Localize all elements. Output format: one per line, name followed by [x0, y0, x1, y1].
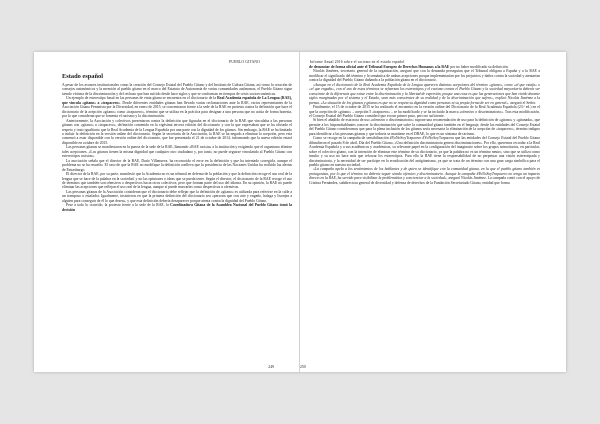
right-page [300, 52, 566, 372]
paragraph: Como se recoge en la campaña de sensibilización #YoNoSoyTrapacero #YoNoSoyTrapacera que las entidades del Consejo Estatal del Pueblo Gitano difundieron el pasado 8 de abril, Día del Pueblo Gitano, «Una definición discriminatoria genera discriminaciones». Por ello, queremos recordar a la Real Academia Española y a sus académicos y académicas, su relevante papel en la configuración del imaginario sobre los grupos minoritarios, en particular, sobre el colectivo gitano, con la intención de eliminar este término de su diccionario, ya que la palabra no es un término neutro, sino que se utiliza como insulto y su uso no hace más que reforzar los estereotipos. Para ello la RAE tiene la responsabilidad de no perpetuar una visión estereotipada y discriminatoria, y la necesidad de ser partícipe en la erradicación del antigitanismo, ya que se trata de un término con una gran carga simbólica para el pueblo gitano en nuestra sociedad. [309, 136, 540, 167]
left-page [34, 52, 300, 372]
book-spread [34, 52, 566, 372]
left-body-text [62, 83, 292, 212]
left-page-number: 249 [268, 365, 274, 369]
paragraph: La asociación señala que el director de la RAE, Darío Villanueva, ha reconocido el error en la definición y que ha intentado corregirla, aunque el problema no se ha resuelto. El caso de que la RAE no modifique la definición conlleva que la presidencia de las Naciones Unidas ha recibido las alertas de Estrasburgo. [62, 158, 292, 172]
section-title: Estado español [62, 73, 104, 80]
paragraph: Las personas gitanas de la Asociación consideran que el diccionario debe reflejar que la definición de «gitano» es utilizada para referirse en la calle a un tramposo o estafador. Igualmente, insistieron en que la primera definición del diccionario sea «persona que con arte y engaño, halaga y lisonjea a alguien para conseguir de él lo que desea», y que esta definición debería desaparecer porque atenta contra la dignidad del Pueblo Gitano. [62, 189, 292, 203]
paragraph: Si bien el añadido de esta nota de uso «ofensivo o discriminatorio» supone una recomendación de uso para la definición de «gitano» y «gitanada», que permite a los hispanohablantes conocer la discriminación que sufre la comunidad gitana también en el lenguaje, desde las entidades del Consejo Estatal del Pueblo Gitano consideramos que para la plena inclusión de los gitanos sería necesaria la eliminación de la acepción de «trapacero», término indigno para identificar a las personas gitanas y que todavía se mantiene en el DRAE, lo que es un síntoma de racismo. [309, 118, 540, 136]
right-running-head: Informe Anual 2016 sobre el racismo en el estado español [310, 60, 405, 64]
right-body-text [309, 65, 540, 185]
paragraph: «Aunque en el diccionario de la Real Academia Española de la Lengua aparecen distintas acepciones del término «gitano», como «el que estafa» o «el que engaña», con el uso de estos términos se refuerzan los estereotipos y el racismo contra el Pueblo Gitano y la sociedad mayoritaria debería ser consciente de la diferencia que existe entre la discriminación y la libertad de expresión, porque una cosa es que las generaciones que han vivido durante siglos marginadas por el sistema y el Estado, sean más conscientes de su realidad y de la discriminación que sufren», explicó Nicolás Jiménez a la prensa. «La situación de los gitanos y gitanas es que no se respeta su dignidad como personas ni su propia forma de ser en general», aseguró el Señor. [309, 82, 540, 105]
paragraph: «La campaña apela a los sentimientos de los hablantes y de quien se identifique con la comunidad gitana, en la que el pueblo gitano también es protagonista, por lo que el término no debería seguir siendo ofensivo y discriminatorio. Aunque la campaña #YoNoSoyTrapacero no tenga un impacto directo en la RAE, ha servido para visibilizar la problemática y concienciar a la sociedad», aseguró Nicolás Jiménez. La campaña contó con el apoyo de Cristina Fernández, subdirectora general de diversidad y defensa de derechos de la Fundación Secretariado Gitano, entidad que forma [309, 167, 540, 185]
paragraph: Pese a todo lo ocurrido, la protesta frente a la sede de la RAE, la Coordinadora Gitana de la Asamblea Nacional del Pueblo Gitano tomó la decisión [62, 203, 292, 212]
paragraph: de denunciar de forma oficial ante el Tribunal Europeo de Derechos Humanos a la RAE por no haber modificado su definición. [309, 65, 509, 69]
paragraph: Nicolás Jiménez, secretario general de la organización, aseguró que con la demanda perseguían que el Tribunal obligara a España y a la RAE a modificar el significado del término y la semántica de ambas acepciones porque implementarían por los prejuicios y daños contra la sociedad y atentarían contra la dignidad del Pueblo Gitano dañando a la población gitana en el diccionario. [309, 69, 540, 83]
paragraph: El director de la RAE, por su parte, manifestó que la Academia no es un tribunal en defensa de la población y que la definición recoge el uso real de la lengua que se hace de la palabra en la sociedad, y no las opiniones o ideas que se pueda tener. Según el director, el diccionario de la RAE recoge el uso de términos que también son ofensivos o despectivos hacia otros colectivos, pero que forman parte del uso del idioma. En su opinión, la RAE no puede eliminar las acepciones que reflejan el uso real de la lengua, aunque sí puede marcarlas como despectivas u ofensivas. [62, 172, 292, 190]
paragraph: Las personas gitanas se manifestaron en la puerta de la sede de la RAE, llamando «RAE racista» a la institución y exigiendo que el organismo elimine tales acepciones. «Los gitanos tienen la misma dignidad que cualquier otro ciudadano y, por tanto, no puede seguirse vinculando al Pueblo Gitano con estereotipos racistas». [62, 145, 292, 159]
left-running-head: PUEBLO GITANO [229, 60, 260, 64]
paragraph: Un ejemplo de estereotipo basal en las personas de etnia gitana se encuentra en el diccionario de la Real Academia española de La Lengua (RAE), que vincula «gitano» a «trapacero». Desde diferentes entidades gitanas han llevado varias reclamaciones ante la RAE, varios representantes de la Asociación Gitana Feminista por la Diversidad, en enero de 2015, se concentraron frente a la sede de la RAE en protesta contra la definición que hace el diccionario de la acepción «gitano» como «trapacero», término que se utiliza en la práctica para designar a una persona que no actúa de forma honesta, por lo que consideran que se fomenta el racismo y la discriminación. [62, 96, 293, 119]
right-page-number: 250 [300, 365, 306, 369]
paragraph: A pesar de los avances institucionales como la creación del Consejo Estatal del Pueblo Gitano y del Instituto de Cultura Gitana, así como la creación de consejos autonómicos y la mención al pueblo gitano en el marco del Estatuto de Autonomía de varias comunidades autónomas, el Pueblo Gitano sigue siendo víctima de la discriminación y del rechazo que han sufrido desde hace siglos y que se conforman en tiempos de crisis socioeconómicas. [62, 83, 292, 96]
paragraph: Anteriormente, la Asociación y colectivos presentaron contra la definición que figuraba en el diccionario de la RAE que vinculaba a las personas gitanas con «gitano» a «trapacero», definición contenida en la vigésima tercera edición del diccionario y con la que expresaban que se ha obviado el respeto y trato igualitario que la Real Academia de la Lengua Española por una parte con la dignidad de los gitanos. Sin embargo, la RAE se ha limitado a incluir la definición en la versión online del diccionario. Según la secretaria de la Asociación, la RAE se ha negado a eliminar la acepción, pero esta comenzó a estar disponible con la versión online del diccionario, que fue presentada el 21 de octubre de 2014, informando que la nueva edición estará disponible en octubre de 2015. [62, 118, 292, 145]
paragraph: Finalmente, el 15 de octubre de 2015 se ha realizado el encuentro en la versión online del Diccionario de la Real Academia Española (23.ª ed.) en el que la acepción de «gitano» – acepción 5 «trapacero» – se ha modificado y se ha incluido la marca «ofensivo o discriminatorio». Tras esta modificación, el Consejo Estatal del Pueblo Gitano consideró que era un primer paso, pero no suficiente. [309, 105, 540, 118]
